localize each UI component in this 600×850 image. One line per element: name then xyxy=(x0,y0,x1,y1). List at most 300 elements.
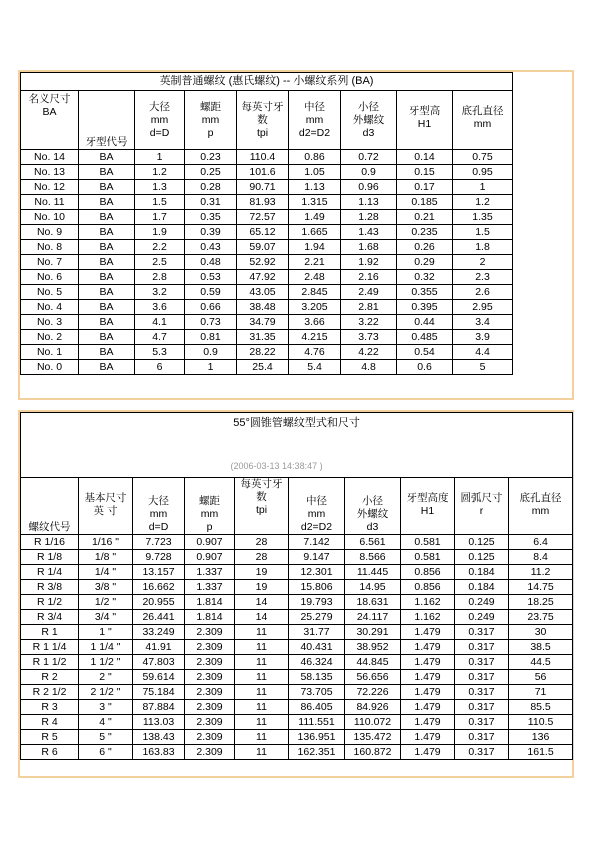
ba-header-tpi-l2: 数 xyxy=(257,113,268,126)
pipe-timestamp: (2006-03-13 14:38:47 ) xyxy=(230,461,323,471)
pipe-table-row-cell: 1 1/4 " xyxy=(79,640,133,655)
ba-table-row-cell: 3.66 xyxy=(289,315,341,330)
ba-table-row xyxy=(21,195,513,210)
ba-table-row-cell: 47.92 xyxy=(237,270,289,285)
pipe-table-row-cell: 0.125 xyxy=(455,535,509,550)
ba-table-row-cell: 0.54 xyxy=(397,345,453,360)
pipe-table-row xyxy=(21,595,573,610)
pipe-table-row-cell: 84.926 xyxy=(345,700,401,715)
ba-header-pitch-l2: mm xyxy=(201,113,220,126)
ba-table-row-cell: 1.13 xyxy=(341,195,397,210)
pipe-table-row-cell: 111.551 xyxy=(289,715,345,730)
pipe-header-tpi xyxy=(235,478,289,535)
pipe-table-row-cell: R 2 xyxy=(21,670,79,685)
pipe-table-row-cell: 2 1/2 " xyxy=(79,685,133,700)
pipe-table-row-cell: 2.309 xyxy=(185,625,235,640)
ba-table-row-cell: 1.3 xyxy=(135,180,185,195)
pipe-header-pd-l1: 中径 xyxy=(306,495,327,507)
pipe-table-row-cell: 1.479 xyxy=(401,730,455,745)
pipe-table-row-cell: 161.5 xyxy=(509,745,573,760)
ba-table-row-cell: 1.5 xyxy=(453,225,513,240)
pipe-table-row-cell: R 2 1/2 xyxy=(21,685,79,700)
ba-table-row xyxy=(21,300,513,315)
pipe-table-row-cell: 71 xyxy=(509,685,573,700)
ba-table-row-cell: 0.15 xyxy=(397,165,453,180)
ba-table-row-cell: No. 6 xyxy=(21,270,79,285)
ba-table-row-cell: 0.485 xyxy=(397,330,453,345)
pipe-header-tap-l2: mm xyxy=(531,505,550,517)
ba-table-row-cell: 1.315 xyxy=(289,195,341,210)
pipe-title-block xyxy=(21,413,573,478)
ba-table-row-cell: 59.07 xyxy=(237,240,289,255)
ba-table-row xyxy=(21,315,513,330)
pipe-table-row-cell: 46.324 xyxy=(289,655,345,670)
pipe-table-row-cell: 1.479 xyxy=(401,685,455,700)
pipe-table-row-cell: 23.75 xyxy=(509,610,573,625)
ba-header-pitch-l3: p xyxy=(207,126,214,139)
pipe-table-row-cell: 7.142 xyxy=(289,535,345,550)
pipe-table-row xyxy=(21,700,573,715)
pipe-table-row-cell: 56 xyxy=(509,670,573,685)
ba-table-row-cell: 1 xyxy=(453,180,513,195)
pipe-table-row-cell: 14.75 xyxy=(509,580,573,595)
pipe-table-row-cell: 0.249 xyxy=(455,610,509,625)
ba-header-minor-l2: 外螺纹 xyxy=(352,113,385,126)
ba-table-row-cell: 0.9 xyxy=(341,165,397,180)
pipe-table-row-cell: 1/8 " xyxy=(79,550,133,565)
pipe-table-row-cell: 1.479 xyxy=(401,640,455,655)
pipe-header-minor-l3: d3 xyxy=(366,521,379,533)
ba-table-row-cell: 0.39 xyxy=(185,225,237,240)
pipe-table-row-cell: 0.184 xyxy=(455,565,509,580)
ba-table-row-cell: 0.185 xyxy=(397,195,453,210)
pipe-table-row-cell: R 5 xyxy=(21,730,79,745)
ba-table-row-cell: 101.6 xyxy=(237,165,289,180)
pipe-table-row-cell: 1/16 " xyxy=(79,535,133,550)
pipe-table-row-cell: 15.806 xyxy=(289,580,345,595)
pipe-table-row-cell: 11 xyxy=(235,640,289,655)
pipe-table-row-cell: 2.309 xyxy=(185,715,235,730)
ba-table-row-cell: 0.6 xyxy=(397,360,453,375)
pipe-table-row-cell: 6.4 xyxy=(509,535,573,550)
pipe-table-row-cell: 1.479 xyxy=(401,625,455,640)
pipe-header-height xyxy=(401,478,455,535)
pipe-header-pitch-dia xyxy=(289,478,345,535)
pipe-table-row-cell: 30.291 xyxy=(345,625,401,640)
ba-table-row-cell: BA xyxy=(79,285,135,300)
pipe-header-pitch xyxy=(185,478,235,535)
pipe-table-row xyxy=(21,580,573,595)
ba-table-row xyxy=(21,165,513,180)
ba-table-row-cell: 72.57 xyxy=(237,210,289,225)
pipe-table-row-cell: 1.479 xyxy=(401,715,455,730)
ba-table-row-cell: 38.48 xyxy=(237,300,289,315)
ba-table-row-cell: 2.5 xyxy=(135,255,185,270)
ba-table-row-cell: 1.28 xyxy=(341,210,397,225)
ba-table-row-cell: 2.81 xyxy=(341,300,397,315)
pipe-table-row-cell: 3/4 " xyxy=(79,610,133,625)
ba-header-height-l2: H1 xyxy=(417,118,432,130)
pipe-table-row-cell: 1.479 xyxy=(401,745,455,760)
ba-header-pd-l1: 中径 xyxy=(304,100,325,113)
pipe-table-row-cell: 38.952 xyxy=(345,640,401,655)
ba-table-row xyxy=(21,210,513,225)
pipe-header-height-l1: 牙型高度 xyxy=(406,492,449,504)
ba-table-row-cell: 0.395 xyxy=(397,300,453,315)
pipe-header-tpi-l2: 数 xyxy=(256,491,267,503)
ba-table-row-cell: No. 8 xyxy=(21,240,79,255)
ba-table-row-cell: 0.23 xyxy=(185,150,237,165)
ba-table-row-cell: BA xyxy=(79,195,135,210)
pipe-table-row-cell: 28 xyxy=(235,550,289,565)
ba-table-row-cell: 5 xyxy=(453,360,513,375)
ba-table-row-cell: 4.8 xyxy=(341,360,397,375)
ba-table-row-cell: 3.6 xyxy=(135,300,185,315)
pipe-table-row-cell: 1/4 " xyxy=(79,565,133,580)
ba-table-row-cell: 90.71 xyxy=(237,180,289,195)
ba-table-row xyxy=(21,360,513,375)
ba-table-row-cell: 0.43 xyxy=(185,240,237,255)
pipe-table-row-cell: 2.309 xyxy=(185,640,235,655)
pipe-table-row-cell: 0.907 xyxy=(185,550,235,565)
pipe-table-row-cell: 24.117 xyxy=(345,610,401,625)
pipe-table-body xyxy=(21,535,573,760)
pipe-table-row-cell: 138.43 xyxy=(133,730,185,745)
pipe-table-row-cell: R 1 1/2 xyxy=(21,655,79,670)
ba-table-row-cell: 1.05 xyxy=(289,165,341,180)
pipe-table-row-cell: 1.162 xyxy=(401,610,455,625)
pipe-table-row-cell: R 1/4 xyxy=(21,565,79,580)
ba-table-row-cell: 52.92 xyxy=(237,255,289,270)
ba-table-row-cell: 31.35 xyxy=(237,330,289,345)
ba-header-pd-l3: d2=D2 xyxy=(298,126,331,139)
ba-table-row-cell: 34.79 xyxy=(237,315,289,330)
pipe-table-row-cell: 110.5 xyxy=(509,715,573,730)
ba-table-row-cell: 4.22 xyxy=(341,345,397,360)
pipe-table-row-cell: 6 " xyxy=(79,745,133,760)
pipe-table-row-cell: 11 xyxy=(235,715,289,730)
pipe-table-row-cell: R 3 xyxy=(21,700,79,715)
ba-table-row-cell: 1.665 xyxy=(289,225,341,240)
pipe-header-pitch-l2: mm xyxy=(200,508,219,520)
ba-table-row-cell: No. 13 xyxy=(21,165,79,180)
ba-table-row-cell: No. 2 xyxy=(21,330,79,345)
ba-table-row-cell: 0.9 xyxy=(185,345,237,360)
pipe-table-row-cell: 11.445 xyxy=(345,565,401,580)
pipe-table-row-cell: 0.317 xyxy=(455,730,509,745)
ba-table-row-cell: BA xyxy=(79,315,135,330)
ba-table-row-cell: No. 0 xyxy=(21,360,79,375)
pipe-table-row-cell: 19 xyxy=(235,580,289,595)
ba-table-row-cell: 2.8 xyxy=(135,270,185,285)
pipe-header-tpi-l1: 每英寸牙 xyxy=(240,478,283,490)
pipe-table-row xyxy=(21,625,573,640)
pipe-table-row-cell: 136 xyxy=(509,730,573,745)
pipe-table-row-cell: 87.884 xyxy=(133,700,185,715)
pipe-header-tap-l1: 底孔直径 xyxy=(519,492,562,504)
ba-table-row-cell: BA xyxy=(79,300,135,315)
pipe-table-row xyxy=(21,685,573,700)
ba-table-row-cell: 5.4 xyxy=(289,360,341,375)
ba-table-row-cell: No. 5 xyxy=(21,285,79,300)
ba-table-row-cell: 0.44 xyxy=(397,315,453,330)
ba-table-row-cell: 2.95 xyxy=(453,300,513,315)
pipe-table-row-cell: 72.226 xyxy=(345,685,401,700)
pipe-table-row-cell: R 1/2 xyxy=(21,595,79,610)
pipe-table-row-cell: 33.249 xyxy=(133,625,185,640)
ba-table-row-cell: 2 xyxy=(453,255,513,270)
ba-table-row-cell: 65.12 xyxy=(237,225,289,240)
pipe-table-row-cell: 4 " xyxy=(79,715,133,730)
ba-header-name xyxy=(21,91,79,150)
ba-table-body xyxy=(21,150,513,375)
ba-header-major-l1: 大径 xyxy=(149,100,170,113)
pipe-table-row-cell: 3/8 " xyxy=(79,580,133,595)
ba-table-row-cell: BA xyxy=(79,150,135,165)
ba-table-row-cell: 0.66 xyxy=(185,300,237,315)
pipe-table-row-cell: 28 xyxy=(235,535,289,550)
ba-table-row-cell: 0.17 xyxy=(397,180,453,195)
pipe-table-row-cell: 44.845 xyxy=(345,655,401,670)
ba-table-row-cell: 0.95 xyxy=(453,165,513,180)
pipe-table-row-cell: 1.814 xyxy=(185,610,235,625)
pipe-table-row-cell: 160.872 xyxy=(345,745,401,760)
pipe-table-row-cell: 11 xyxy=(235,685,289,700)
ba-header-tap-l2: mm xyxy=(473,118,492,130)
ba-table-row-cell: 2.49 xyxy=(341,285,397,300)
ba-table-row-cell: 4.7 xyxy=(135,330,185,345)
ba-table-row-cell: BA xyxy=(79,180,135,195)
pipe-table-row-cell: 0.317 xyxy=(455,745,509,760)
ba-table-row-cell: 25.4 xyxy=(237,360,289,375)
pipe-table-row-cell: 59.614 xyxy=(133,670,185,685)
pipe-table-row-cell: 2 " xyxy=(79,670,133,685)
ba-table-row-cell: 0.48 xyxy=(185,255,237,270)
ba-table-row-cell: 1.68 xyxy=(341,240,397,255)
pipe-header-tap xyxy=(509,478,573,535)
pipe-table-row-cell: 135.472 xyxy=(345,730,401,745)
pipe-table-row-cell: 0.317 xyxy=(455,685,509,700)
pipe-header-size xyxy=(79,478,133,535)
ba-table-row-cell: 1.43 xyxy=(341,225,397,240)
pipe-table-row-cell: 0.317 xyxy=(455,700,509,715)
pipe-header-pd-l3: d2=D2 xyxy=(300,521,333,533)
pipe-table-row-cell: 7.723 xyxy=(133,535,185,550)
pipe-table-row xyxy=(21,535,573,550)
pipe-table-row xyxy=(21,745,573,760)
pipe-table-row xyxy=(21,565,573,580)
pipe-table-row-cell: 113.03 xyxy=(133,715,185,730)
pipe-table-row-cell: 162.351 xyxy=(289,745,345,760)
ba-table-row-cell: No. 12 xyxy=(21,180,79,195)
ba-table-row-cell: 43.05 xyxy=(237,285,289,300)
pipe-table-row-cell: 1 " xyxy=(79,625,133,640)
pipe-table-row-cell: 0.581 xyxy=(401,550,455,565)
ba-header-major xyxy=(135,91,185,150)
pipe-table-row-cell: 0.317 xyxy=(455,655,509,670)
ba-table-row-cell: No. 11 xyxy=(21,195,79,210)
ba-table-row-cell: 4.215 xyxy=(289,330,341,345)
pipe-table-row-cell: 0.317 xyxy=(455,670,509,685)
pipe-table-row-cell: 1.162 xyxy=(401,595,455,610)
ba-table-row-cell: 0.72 xyxy=(341,150,397,165)
pipe-table-row-cell: 86.405 xyxy=(289,700,345,715)
ba-header-minor xyxy=(341,91,397,150)
pipe-table-row-cell: 18.25 xyxy=(509,595,573,610)
ba-table-row-cell: 0.235 xyxy=(397,225,453,240)
pipe-header-size-l2: 英 寸 xyxy=(93,505,118,517)
pipe-header-major-l1: 大径 xyxy=(148,495,169,507)
ba-header-name-line2: BA xyxy=(42,106,57,118)
ba-table-row-cell: 4.1 xyxy=(135,315,185,330)
pipe-table-row-cell: 11 xyxy=(235,745,289,760)
ba-table-row-cell: 1.49 xyxy=(289,210,341,225)
ba-table-row-cell: 1.13 xyxy=(289,180,341,195)
pipe-header-radius-l2: r xyxy=(479,505,484,517)
pipe-table-row-cell: 40.431 xyxy=(289,640,345,655)
ba-header-tpi-l1: 每英寸牙 xyxy=(241,100,284,113)
ba-table-row-cell: 0.32 xyxy=(397,270,453,285)
pipe-table-row-cell: 11 xyxy=(235,625,289,640)
pipe-header-radius xyxy=(455,478,509,535)
ba-table-row-cell: BA xyxy=(79,210,135,225)
ba-header-pitch-l1: 螺距 xyxy=(200,100,221,113)
ba-table-row-cell: 2.48 xyxy=(289,270,341,285)
ba-table-row-cell: 2.21 xyxy=(289,255,341,270)
ba-header-pd-l2: mm xyxy=(305,113,324,126)
pipe-table-row-cell: R 1 1/4 xyxy=(21,640,79,655)
pipe-table-row-cell: 110.072 xyxy=(345,715,401,730)
pipe-table-row-cell: 1.337 xyxy=(185,565,235,580)
pipe-table-row-cell: 14.95 xyxy=(345,580,401,595)
ba-table-row-cell: No. 7 xyxy=(21,255,79,270)
pipe-header-major xyxy=(133,478,185,535)
ba-header-pitch-dia xyxy=(289,91,341,150)
pipe-table-row-cell: 14 xyxy=(235,610,289,625)
pipe-table-row xyxy=(21,655,573,670)
ba-table-row-cell: 0.26 xyxy=(397,240,453,255)
ba-table-row-cell: No. 4 xyxy=(21,300,79,315)
pipe-table-row-cell: 0.249 xyxy=(455,595,509,610)
ba-table-row-cell: 2.845 xyxy=(289,285,341,300)
pipe-table-row-cell: R 1 xyxy=(21,625,79,640)
ba-table-row-cell: 0.86 xyxy=(289,150,341,165)
pipe-table-row-cell: 11 xyxy=(235,730,289,745)
ba-table-row-cell: 0.31 xyxy=(185,195,237,210)
pipe-table-row-cell: 11 xyxy=(235,655,289,670)
ba-table-row xyxy=(21,330,513,345)
ba-table-row-cell: No. 1 xyxy=(21,345,79,360)
ba-table-row-cell: 0.81 xyxy=(185,330,237,345)
ba-table-row-cell: 1.92 xyxy=(341,255,397,270)
ba-table-row-cell: No. 3 xyxy=(21,315,79,330)
ba-header-major-l2: mm xyxy=(150,113,169,126)
ba-header-type-label: 牙型代号 xyxy=(85,136,128,148)
pipe-table-row-cell: 47.803 xyxy=(133,655,185,670)
pipe-table-row-cell: 1.479 xyxy=(401,670,455,685)
pipe-table-row-cell: 0.317 xyxy=(455,640,509,655)
pipe-table-row-cell: 18.631 xyxy=(345,595,401,610)
pipe-table-row-cell: 2.309 xyxy=(185,685,235,700)
pipe-table-row-cell: 2.309 xyxy=(185,745,235,760)
pipe-table-row-cell: 12.301 xyxy=(289,565,345,580)
pipe-header-pitch-l1: 螺距 xyxy=(199,495,220,507)
ba-table-row-cell: 3.73 xyxy=(341,330,397,345)
ba-table-row-cell: 1 xyxy=(135,150,185,165)
ba-table-row-cell: 0.53 xyxy=(185,270,237,285)
pipe-table-row-cell: 44.5 xyxy=(509,655,573,670)
ba-table-row-cell: No. 14 xyxy=(21,150,79,165)
ba-table-row-cell: 1.2 xyxy=(453,195,513,210)
pipe-table-row-cell: 0.184 xyxy=(455,580,509,595)
ba-header-pitch xyxy=(185,91,237,150)
ba-table-row xyxy=(21,285,513,300)
pipe-table-row-cell: R 6 xyxy=(21,745,79,760)
pipe-table-row-cell: 9.147 xyxy=(289,550,345,565)
ba-table-row-cell: 2.6 xyxy=(453,285,513,300)
ba-table-row-cell: No. 9 xyxy=(21,225,79,240)
ba-table-row-cell: 3.205 xyxy=(289,300,341,315)
pipe-table-row-cell: 13.157 xyxy=(133,565,185,580)
ba-table-row-cell: 81.93 xyxy=(237,195,289,210)
ba-table-row xyxy=(21,150,513,165)
ba-header-tpi-l3: tpi xyxy=(256,126,269,139)
pipe-header-pitch-l3: p xyxy=(206,521,213,533)
pipe-table-row-cell: 1/2 " xyxy=(79,595,133,610)
ba-table-row-cell: 4.4 xyxy=(453,345,513,360)
ba-table-row-cell: 6 xyxy=(135,360,185,375)
ba-header-major-l3: d=D xyxy=(149,126,170,139)
ba-table-row-cell: BA xyxy=(79,360,135,375)
ba-table-row-cell: BA xyxy=(79,270,135,285)
ba-table-row-cell: 1.94 xyxy=(289,240,341,255)
ba-table-title: 英制普通螺纹 (惠氏螺纹) -- 小螺纹系列 (BA) xyxy=(21,73,513,91)
pipe-header-minor-l2: 外螺纹 xyxy=(356,508,389,520)
pipe-table-row-cell: 0.125 xyxy=(455,550,509,565)
ba-table-row-cell: 5.3 xyxy=(135,345,185,360)
ba-table-row xyxy=(21,225,513,240)
pipe-table-row-cell: 19 xyxy=(235,565,289,580)
ba-table-row-cell: 0.14 xyxy=(397,150,453,165)
pipe-table-row-cell: 56.656 xyxy=(345,670,401,685)
pipe-table-row xyxy=(21,730,573,745)
pipe-table-row-cell: 1 1/2 " xyxy=(79,655,133,670)
pipe-header-code xyxy=(21,478,79,535)
pipe-table-row-cell: R 3/8 xyxy=(21,580,79,595)
pipe-table-row-cell: 31.77 xyxy=(289,625,345,640)
pipe-table-row-cell: 1.479 xyxy=(401,700,455,715)
pipe-thread-table xyxy=(20,412,573,760)
ba-table-row-cell: 3.22 xyxy=(341,315,397,330)
pipe-header-minor xyxy=(345,478,401,535)
ba-table-row xyxy=(21,180,513,195)
ba-table-row-cell: 28.22 xyxy=(237,345,289,360)
pipe-table-row-cell: 58.135 xyxy=(289,670,345,685)
pipe-table-row-cell: 11.2 xyxy=(509,565,573,580)
ba-header-minor-l3: d3 xyxy=(362,126,375,139)
ba-table-row xyxy=(21,255,513,270)
pipe-table-row-cell: 38.5 xyxy=(509,640,573,655)
pipe-table-row-cell: 16.662 xyxy=(133,580,185,595)
ba-table-row-cell: 2.2 xyxy=(135,240,185,255)
ba-table-row-cell: BA xyxy=(79,255,135,270)
pipe-table-row-cell: 25.279 xyxy=(289,610,345,625)
ba-table-row xyxy=(21,240,513,255)
ba-table-row-cell: 1.8 xyxy=(453,240,513,255)
ba-thread-table xyxy=(20,72,513,375)
pipe-table-row-cell: 136.951 xyxy=(289,730,345,745)
pipe-header-height-l2: H1 xyxy=(420,505,435,517)
